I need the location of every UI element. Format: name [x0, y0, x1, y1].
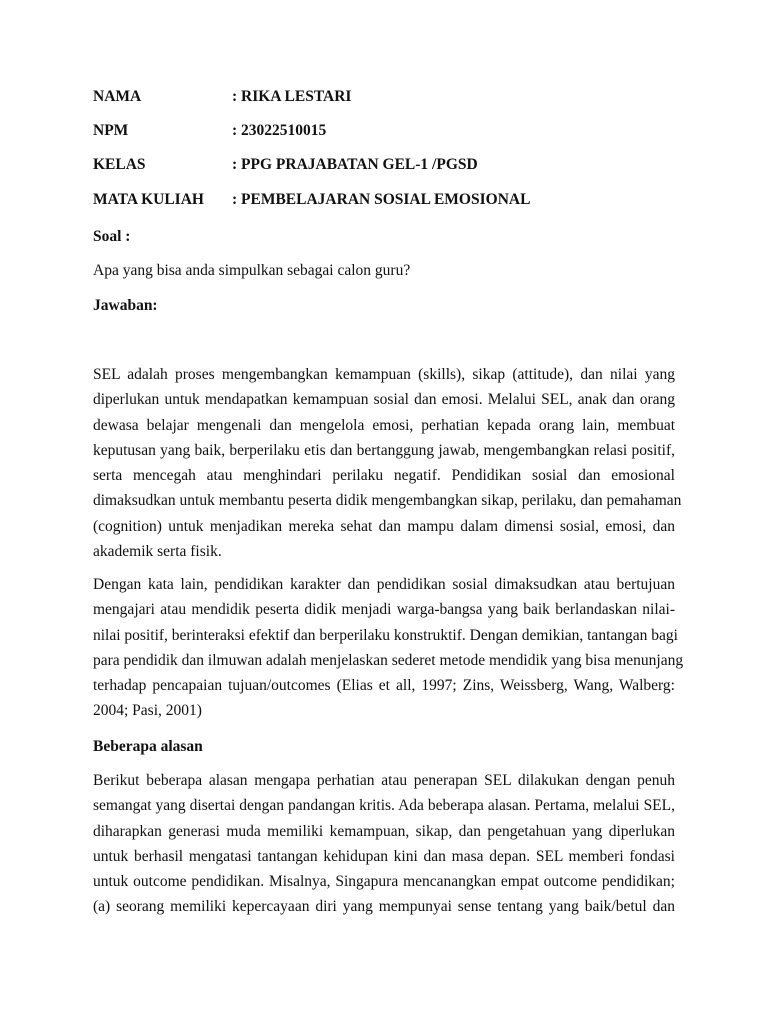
kelas-label: KELAS — [93, 156, 146, 173]
paragraph-line: (cognition) untuk menjadikan mereka sehat dan mampu dalam dimensi sosial, emosi, dan — [93, 517, 675, 535]
nama-row — [93, 87, 693, 107]
paragraph-line: nilai positif, berinteraksi efektif dan berperilaku konstruktif. Dengan demikian, tantangan bagi — [93, 626, 678, 644]
npm-row — [93, 121, 693, 141]
paragraph-line: terhadap pencapaian tujuan/outcomes (Elias et all, 1997; Zins, Weissberg, Wang, Walberg: — [93, 677, 675, 695]
paragraph-line: Berikut beberapa alasan mengapa perhatian atau penerapan SEL dilakukan dengan penuh — [93, 772, 675, 789]
paragraph-line: serta mencegah atau menghindari perilaku negatif. Pendidikan sosial dan emosional — [93, 467, 675, 485]
paragraph-line: (a) seorang memiliki kepercayaan diri yang mempunyai sense tentang yang baik/betul dan — [93, 898, 675, 916]
kelas-value: : PPG PRAJABATAN GEL-1 /PGSD — [232, 156, 478, 173]
paragraph-1 — [93, 362, 682, 564]
soal-question: Apa yang bisa anda simpulkan sebagai calon guru? — [93, 262, 411, 279]
nama-label: NAMA — [93, 88, 142, 105]
paragraph-line: 2004; Pasi, 2001) — [93, 702, 202, 720]
section-heading: Beberapa alasan — [93, 738, 203, 755]
paragraph-line: semangat yang disertai dengan pandangan kritis. Ada beberapa alasan. Pertama, melalui SEL, — [93, 797, 675, 815]
paragraph-line: untuk berhasil mengatasi tantangan kehidupan kini dan masa depan. SEL memberi fondasi — [93, 847, 675, 865]
paragraph-2 — [93, 572, 684, 724]
paragraph-line: keputusan yang baik, berperilaku etis dan bertanggung jawab, mengembangkan relasi positif, — [93, 441, 675, 459]
paragraph-line: akademik serta fisik. — [93, 543, 222, 561]
paragraph-line: Dengan kata lain, pendidikan karakter dan pendidikan sosial dimaksudkan atau bertujuan — [93, 576, 675, 593]
nama-value: : RIKA LESTARI — [232, 88, 352, 105]
paragraph-line: dewasa belajar mengenali dan mengelola emosi, perhatian kepada orang lain, membuat — [93, 416, 675, 434]
soal-label: Soal : — [93, 228, 131, 245]
paragraph-line: mengajari atau mendidik peserta didik menjadi warga-bangsa yang baik berlandaskan nilai- — [93, 601, 675, 619]
npm-value: : 23022510015 — [232, 122, 327, 139]
paragraph-line: diharapkan generasi muda memiliki kemampuan, sikap, dan pengetahuan yang diperlukan — [93, 822, 675, 840]
paragraph-line: dimaksudkan untuk membantu peserta didik mengembangkan sikap, perilaku, dan pemahaman — [93, 492, 682, 510]
jawaban-label: Jawaban: — [93, 297, 158, 314]
paragraph-line: diperlukan untuk mendapatkan kemampuan sosial dan emosi. Melalui SEL, anak dan orang — [93, 391, 675, 409]
mata-kuliah-value: : PEMBELAJARAN SOSIAL EMOSIONAL — [232, 191, 531, 208]
paragraph-line: untuk outcome pendidikan. Misalnya, Singapura mencanangkan empat outcome pendidikan; — [93, 873, 675, 891]
paragraph-3 — [93, 768, 675, 920]
paragraph-line: SEL adalah proses mengembangkan kemampuan (skills), sikap (attitude), dan nilai yang — [93, 366, 675, 383]
mata-kuliah-row — [93, 190, 693, 210]
mata-kuliah-label: MATA KULIAH — [93, 191, 204, 208]
paragraph-line: para pendidik dan ilmuwan adalah menjelaskan sederet metode mendidik yang bisa menunjang — [93, 651, 684, 669]
npm-label: NPM — [93, 122, 129, 139]
kelas-row — [93, 155, 693, 175]
